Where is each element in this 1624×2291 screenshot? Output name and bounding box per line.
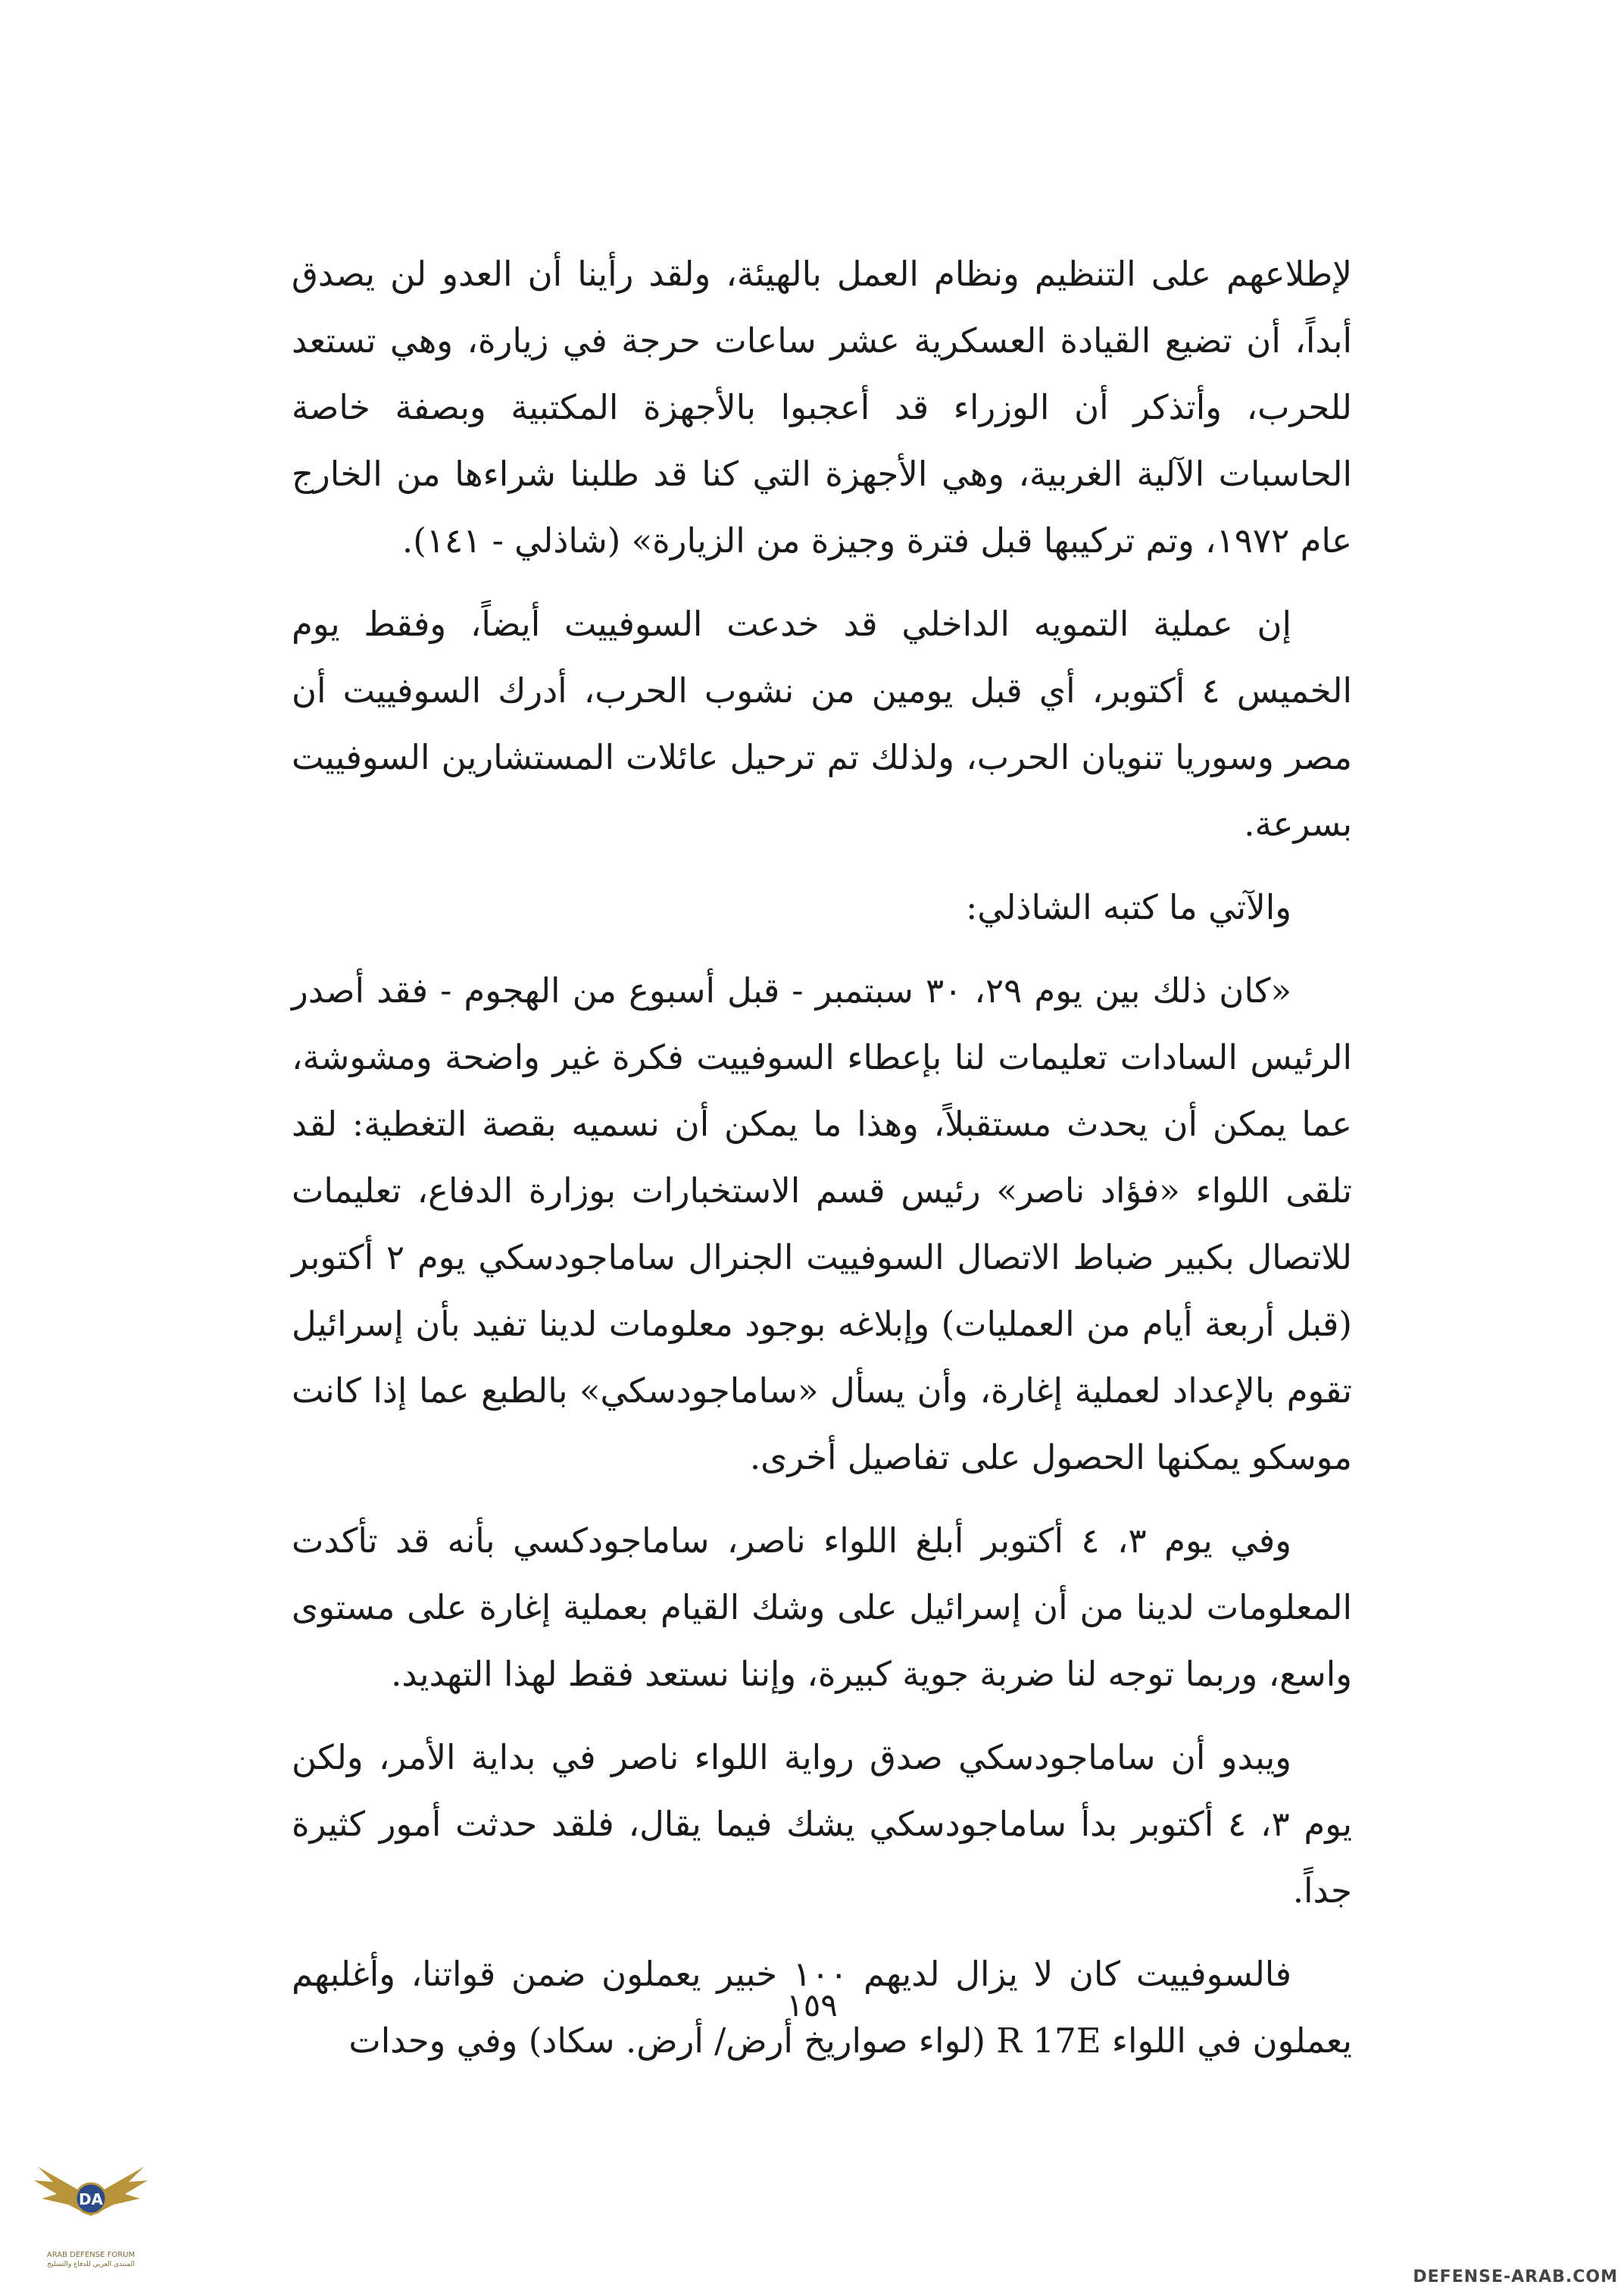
logo-abbr: DA (78, 2190, 104, 2208)
logo-tagline: المنتدى العربي للدفاع والتسليح (47, 2261, 135, 2268)
paragraph: والآتي ما كتبه الشاذلي: (966, 887, 1291, 927)
logo-name: ARAB DEFENSE FORUM (46, 2251, 136, 2259)
eagle-wings-icon (30, 2144, 151, 2250)
site-watermark: DEFENSE-ARAB.COM (1413, 2268, 1618, 2286)
page-number: ١٥٩ (786, 1986, 838, 2024)
body-text (292, 241, 1352, 2091)
paragraph: فالسوفييت كان لا يزال لديهم ١٠٠ خبير يعملون ضمن قواتنا، وأغلبهم يعملون في اللواء R 17E (لواء صواريخ أرض/ أرض. سكاد) وفي وحدات (292, 1954, 1352, 2061)
paragraph: ويبدو أن ساماجودسكي صدق رواية اللواء ناصر في بداية الأمر، ولكن يوم ٣، ٤ أكتوبر بدأ ساماجودسكي يشك فيما يقال، فلقد حدثت أمور كثيرة جداً. (292, 1737, 1353, 1911)
paragraph: إن عملية التمويه الداخلي قد خدعت السوفييت أيضاً، وفقط يوم الخميس ٤ أكتوبر، أي قبل يومين من نشوب الحرب، أدرك السوفييت أن مصر وسوريا تنويان الحرب، ولذلك تم ترحيل عائلات المستشارين السوفييت بسرعة. (292, 604, 1353, 844)
forum-logo (30, 2144, 151, 2280)
quote-paragraph: «كان ذلك بين يوم ٢٩، ٣٠ سبتمبر - قبل أسبوع من الهجوم - فقد أصدر الرئيس السادات تعليمات لنا بإعطاء السوفييت فكرة غير واضحة ومشوشة، عما يمكن أن يحدث مستقبلاً، وهذا ما يمكن أن نسميه بقصة التغطية: لقد تلقى اللواء «فؤاد ناصر» رئيس قسم الاستخبارات بوزارة الدفاع، تعليمات للاتصال بكبير ضباط الاتصال السوفييت الجنرال ساماجودسكي يوم ٢ أكتوبر (قبل أربعة أيام من العمليات) وإبلاغه بوجود معلومات لدينا تفيد بأن إسرائيل تقوم بالإعداد لعملية إغارة، وأن يسأل «ساماجودسكي» بالطبع عما إذا كانت موسكو يمكنها الحصول على تفاصيل أخرى. (292, 970, 1352, 1477)
paragraph-continuation: لإطلاعهم على التنظيم ونظام العمل بالهيئة، ولقد رأينا أن العدو لن يصدق أبداً، أن تضيع القيادة العسكرية عشر ساعات حرجة في زيارة، وهي تستعد للحرب، وأتذكر أن الوزراء قد أعجبوا بالأجهزة المكتبية وبصفة خاصة الحاسبات الآلية الغربية، وهي الأجهزة التي كنا قد طلبنا شراءها من الخارج عام ١٩٧٢، وتم تركيبها قبل فترة وجيزة من الزيارة» (شاذلي - ١٤١). (292, 254, 1352, 561)
paragraph: وفي يوم ٣، ٤ أكتوبر أبلغ اللواء ناصر، ساماجودكسي بأنه قد تأكدت المعلومات لدينا من أن إسرائيل على وشك القيام بعملية إغارة على مستوى واسع، وربما توجه لنا ضربة جوية كبيرة، وإننا نستعد فقط لهذا التهديد. (292, 1521, 1352, 1694)
